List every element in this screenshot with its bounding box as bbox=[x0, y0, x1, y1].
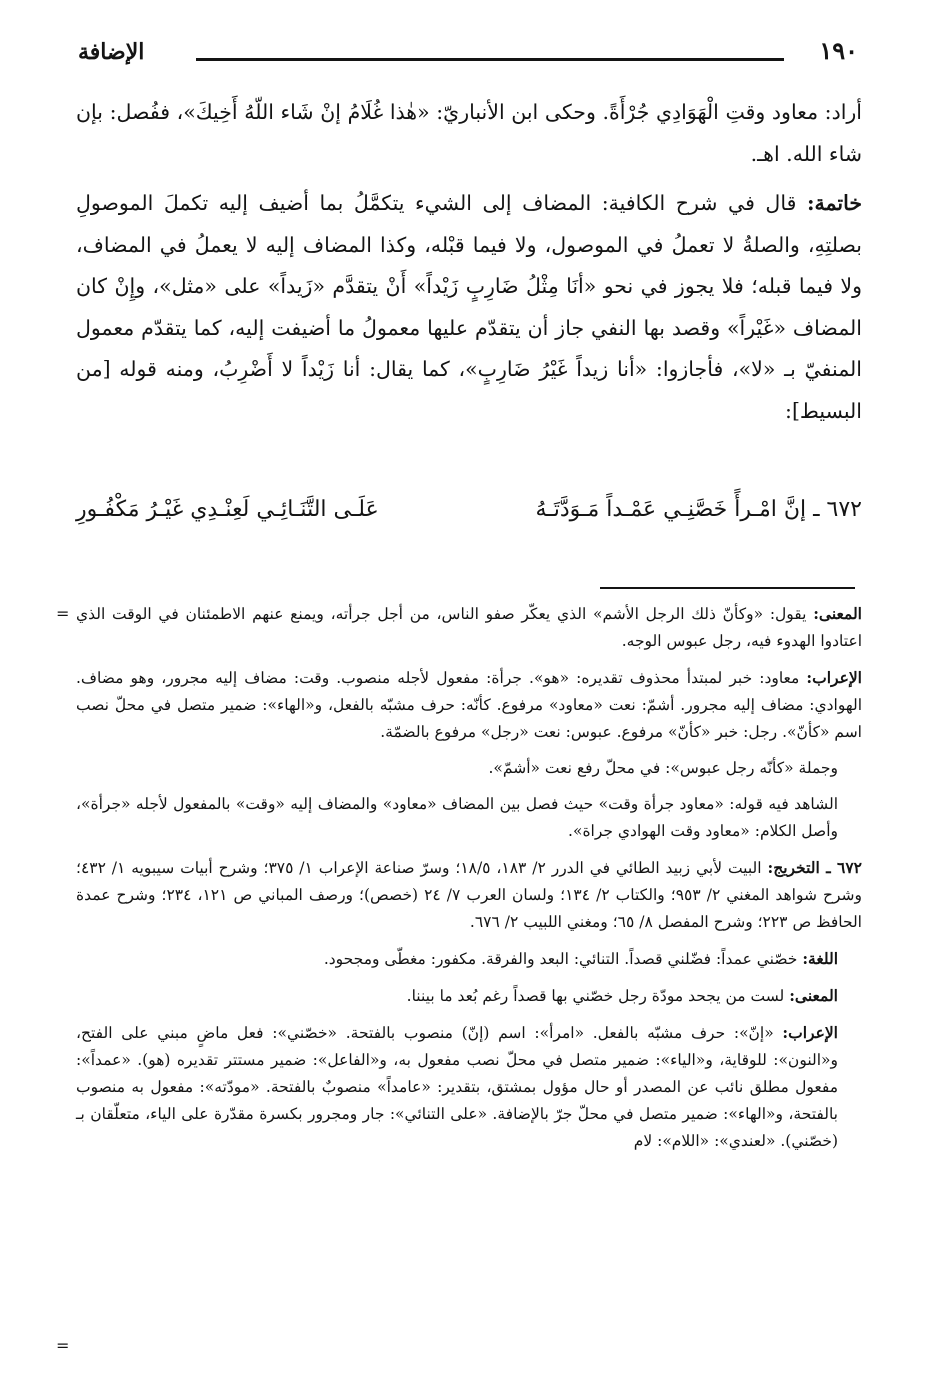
footnote-text: «إنّ»: حرف مشبّه بالفعل. «امرأ»: اسم (إنّ) منصوب بالفتحة. «خصّني»: فعل ماضٍ مبني على الفتح، و«النون»: للوقاية، و«الياء»: ضمير متصل في محلّ نصب مفعول به، و«الفاعل»: ضمير مستتر تقديره (هو). «عمداً»: مفعول مطلق نائب عن المصدر أو حال مؤول بمشتق، بتقدير: «عامداً» منصوبٌ بالفتحة. «مودّته»: مفعول به منصوب بالفتحة، و«الهاء»: ضمير متصل في محلّ جرّ بالإضافة. «على التنائي»: جار ومجرور بكسرة مقدّرة على الياء، متعلّقان بـ (خصّني). «لعندي»: «اللام»: لام bbox=[76, 1024, 838, 1150]
footnote-text: البيت لأبي زبيد الطائي في الدرر ٢/ ١٨٣، ١٨/٥؛ وسرّ صناعة الإعراب ١/ ٣٧٥؛ وشرح أبيات سيبويه ١/ ٤٣٢؛ وشرح شواهد المغني ٢/ ٩٥٣؛ والكتاب ٢/ ١٣٤؛ ولسان العرب ٧/ ٢٤ (خصص)؛ ورصف المباني ص ١٢١، ٢٣٤؛ وشرح عمدة الحافظ ص ٢٢٣؛ وشرح المفصل ٨/ ٦٥؛ ومغني اللبيب ٢/ ٦٧٦. bbox=[76, 859, 863, 931]
footnote-verse-parsing bbox=[76, 1019, 862, 1155]
page-number: ١٩٠ bbox=[819, 36, 858, 65]
footnote-separator bbox=[600, 587, 855, 589]
header-rule bbox=[196, 58, 784, 61]
paragraph-1: أراد: معاود وقتِ الْهَوَادِي جُرْأَةً. وحكى ابن الأنباريّ: «هٰذا غُلَامُ إنْ شَاء اللّهُ أَخِيكَ»، ففُصل: بإن شاء الله. اهـ. bbox=[76, 100, 862, 166]
conclusion-heading: خاتمة: bbox=[806, 191, 862, 215]
footnote-meaning bbox=[76, 600, 862, 655]
footnote-text: يقول: «وكأنّ ذلك الرجل الأشم» الذي يعكّر صفو الناس، من أجل جرأته، ويمنع عنهم الاطمئنان في الوقت الذي اعتادوا الهدوء فيه، رجل عبوس الوجه. bbox=[76, 605, 862, 650]
footnote-label: المعنى: bbox=[789, 986, 838, 1005]
running-title: الإضافة bbox=[78, 39, 145, 65]
footnote-sources bbox=[76, 854, 862, 936]
footnote-language bbox=[76, 945, 862, 973]
verse-hemistich-second: عَلَـى التَّنَـائِـي لَعِنْـدِي غَيْـرُ مَكْفُـورِ bbox=[76, 497, 379, 522]
footnote-label: اللغة: bbox=[802, 949, 838, 968]
continuation-mark-bottom: = bbox=[56, 1336, 70, 1355]
footnote-label: الإعراب: bbox=[806, 668, 862, 687]
continuation-mark-top: = bbox=[56, 604, 70, 623]
footnote-clause: وجملة «كأنّه رجل عبوس»: في محلّ رفع نعت «أشمّ». bbox=[488, 759, 838, 777]
footnote-label: المعنى: bbox=[813, 604, 862, 623]
footnote-text: لست من يجحد مودّة رجل خصّني بها قصداً رغم بُعد ما بيننا. bbox=[406, 987, 785, 1005]
paragraph-2 bbox=[76, 183, 862, 432]
footnote-evidence: الشاهد فيه قوله: «معاود جرأة وقت» حيث فصل بين المضاف «معاود» والمضاف إليه «وقت» بالمفعول لأجله «جرأة»، وأصل الكلام: «معاود وقت الهوادي جراة». bbox=[76, 795, 838, 840]
footnotes bbox=[76, 600, 862, 1164]
page-header bbox=[78, 36, 858, 70]
footnote-label: ٦٧٢ ـ التخريج: bbox=[767, 858, 863, 877]
verse-hemistich-first: ٦٧٢ ـ إنَّ امْـرأً خَصَّنِـي عَمْـداً مَـوَدَّتَـهُ bbox=[535, 497, 862, 522]
main-text bbox=[76, 92, 862, 432]
footnote-text: معاود: خبر لمبتدأ محذوف تقديره: «هو». جرأة: مفعول لأجله منصوب. وقت: مضاف إليه مجرور، وهو مضاف. الهوادي: مضاف إليه مجرور. أشمّ: نعت «معاود» مرفوع. كأنّه: حرف مشبّه بالفعل، و«الهاء»: ضمير متصل في محلّ نصب اسم «كأنّ». رجل: خبر «كأنّ» مرفوع. عبوس: نعت «رجل» مرفوع بالضمّة. bbox=[76, 669, 862, 741]
footnote-label: الإعراب: bbox=[782, 1023, 838, 1042]
footnote-text: خصّني عمداً: فضّلني قصداً. التنائي: البعد والفرقة. مكفور: مغطّى ومجحود. bbox=[323, 950, 798, 968]
conclusion-text: قال في شرح الكافية: المضاف إلى الشيء يتكمَّلُ بما أضيف إليه تكملَ الموصولِ بصلتِهِ، والصلةُ لا تعملُ في الموصول، ولا فيما قبْله، وكذا المضاف إليه لا يعملُ في المضاف، ولا فيما قبله؛ فلا يجوز في نحو «أنَا مِثْلُ ضَارِبٍ زَيْداً» أَنْ يتقدَّم «زَيداً» على «مثل»، وإِنْ كان المضاف «غَيْراً» وقصد بها النفي جاز أن يتقدّم عليها معمولُ ما أضيفت إليه، كما يتقدّم معمول المنفيّ بـ «لا»، فأجازوا: «أنا زيداً غَيْرُ ضَارِبٍ»، كما يقال: أنا زَيْداً لا أَضْرِبُ، ومنه قوله [من البسيط]: bbox=[76, 191, 862, 423]
footnote-parsing bbox=[76, 664, 862, 746]
poem-verse bbox=[76, 488, 862, 532]
footnote-verse-meaning bbox=[76, 982, 862, 1010]
